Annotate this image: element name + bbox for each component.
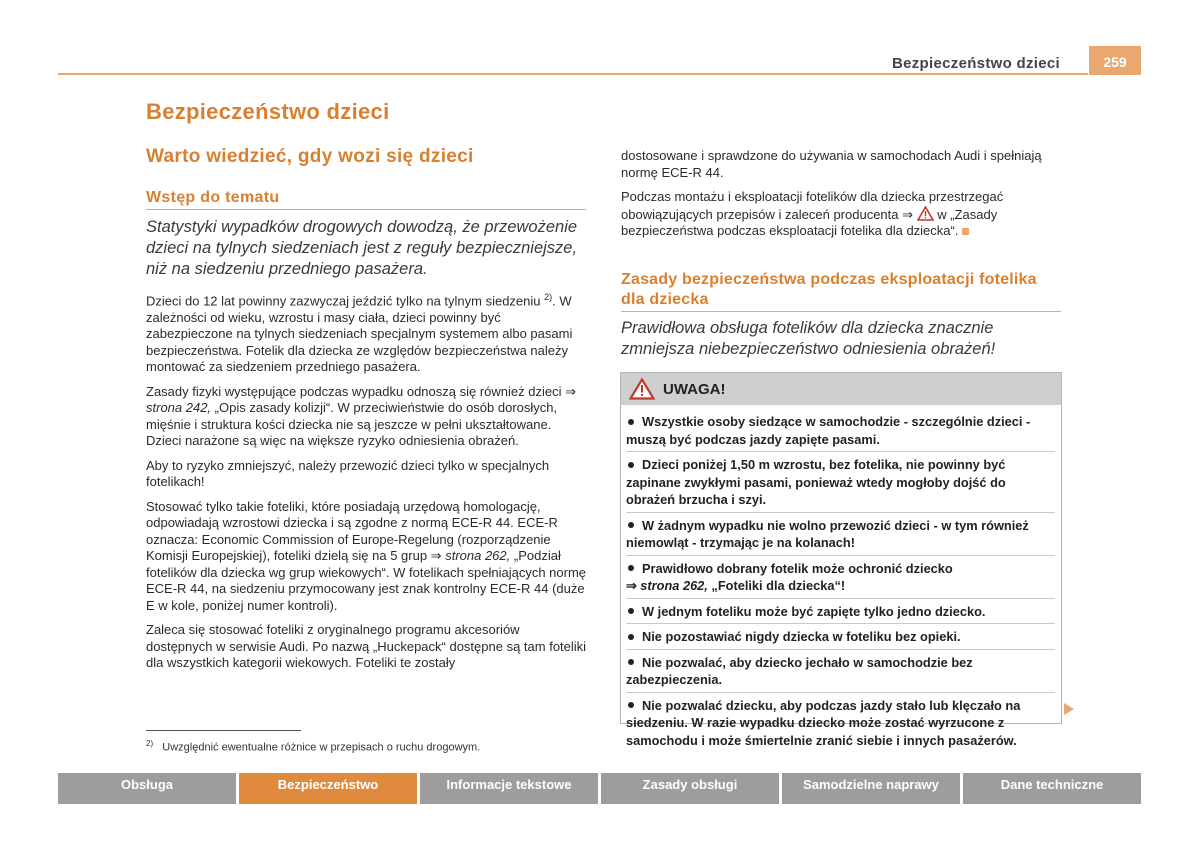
bullet-icon	[628, 522, 634, 528]
subsection-title-2: Zasady bezpieczeństwa podczas eksploatacji fotelika dla dziecka	[621, 271, 1037, 308]
footnote-rule	[146, 730, 301, 731]
warning-item: W żadnym wypadku nie wolno przewozić dzieci - w tym również niemowląt - trzymając je na kolanach!	[626, 513, 1055, 556]
page-link[interactable]: strona 262,	[445, 548, 511, 564]
tab-dane-techniczne[interactable]: Dane techniczne	[963, 773, 1141, 804]
footer-nav	[58, 773, 1141, 804]
warning-item: Dzieci poniżej 1,50 m wzrostu, bez fotelika, nie powinny być zapinane zwykłymi pasami, ponieważ wtedy mogłoby dojść do obrażeń brzucha i szyi.	[626, 452, 1055, 513]
end-of-section-marker	[962, 228, 969, 235]
subsection-rule-2	[621, 311, 1061, 312]
bullet-icon	[628, 659, 634, 665]
warning-item: Nie pozwalać, aby dziecko jechało w samochodzie bez zabezpieczenia.	[626, 650, 1055, 693]
warning-item: Wszystkie osoby siedzące w samochodzie - szczególnie dzieci - muszą być podczas jazdy zapięte pasami.	[626, 409, 1055, 452]
right-column-body	[621, 148, 1061, 248]
warning-list	[621, 405, 1061, 752]
bullet-icon	[628, 419, 634, 425]
bullet-icon	[628, 462, 634, 468]
paragraph-4: Stosować tylko takie foteliki, które posiadają urzędową homologację, odpowiadają wzrostowi dziecka i są zgodne z normą ECE-R 44. ECE-R oznacza: Economic Commission of Europe-Regelung (rozporządzenie Komisji Europejskiej), foteliki dzielą się na 5 grup ⇒ strona 262, „Podział fotelików dla dziecka wg grup wiekowych“. W fotelikach spełniających normę ECE-R 44, na siedzeniu przymocowany jest znak kontrolny ECE-R 44 (duże E w kole, poniżej numer kontroli).	[146, 498, 587, 613]
section-title: Warto wiedzieć, gdy wozi się dzieci	[146, 146, 474, 167]
tab-bezpieczenstwo[interactable]: Bezpieczeństwo	[239, 773, 417, 804]
tab-obsluga[interactable]: Obsługa	[58, 773, 236, 804]
paragraph-continued: dostosowane i sprawdzone do używania w samochodach Audi i spełniają normę ECE-R 44.	[621, 148, 1042, 180]
page-number: 259	[1089, 46, 1141, 75]
page-link[interactable]: strona 262,	[640, 578, 708, 593]
bullet-icon	[628, 634, 634, 640]
running-header-title: Bezpieczeństwo dzieci	[891, 55, 1060, 72]
paragraph-mounting: Podczas montażu i eksploatacji fotelików dla dziecka przestrzegać obowiązujących przepisów i zaleceń producenta ⇒ w „Zasady bezpieczeństwa podczas eksploatacji fotelika dla dziecka“.	[621, 189, 1004, 238]
footnote-ref[interactable]: 2)	[544, 292, 553, 302]
warning-triangle-icon	[629, 378, 655, 400]
paragraph-3: Aby to ryzyko zmniejszyć, należy przewozić dzieci tylko w specjalnych fotelikach!	[146, 457, 550, 490]
tab-samodzielne-naprawy[interactable]: Samodzielne naprawy	[782, 773, 960, 804]
left-column-body	[146, 289, 589, 680]
footnote: $^{2)}$ Uwzględnić ewentualne różnice w przepisach o ruchu drogowym.	[146, 739, 481, 754]
bullet-icon	[628, 702, 634, 708]
bullet-icon	[628, 565, 634, 571]
page-link[interactable]: strona 242,	[146, 400, 212, 416]
tab-zasady-obslugi[interactable]: Zasady obsługi	[601, 773, 779, 804]
subsection-rule	[146, 209, 586, 210]
warning-item: Prawidłowo dobrany fotelik może ochronić dziecko ⇒ strona 262, „Foteliki dla dziecka“!	[626, 556, 1055, 599]
subsection-title: Wstęp do tematu	[146, 189, 280, 206]
paragraph-2: Zasady fizyki występujące podczas wypadku odnoszą się również dzieci ⇒ strona 242, „Opis zasady kolizji“. W przeciwieństwie do osób dorosłych, mięśnie i struktura kości dziecka nie są jeszcze w pełni ukształtowane. Dzieci narażone są więc na większe ryzyko odniesienia obrażeń.	[146, 383, 576, 449]
header-rule	[58, 73, 1088, 75]
warning-title: UWAGA!	[663, 380, 726, 398]
safety-lead: Prawidłowa obsługa fotelików dla dziecka znacznie zmniejsza niebezpieczeństwo odniesienia obrażeń!	[621, 319, 996, 358]
paragraph-1: Dzieci do 12 lat powinny zazwyczaj jeździć tylko na tylnym siedzeniu $^{2)}$. W zależności od wieku, wzrostu i masy ciała, dzieci powinny być zabezpieczone na tylnych siedzeniach specjalnym systemem albo pasami bezpieczeństwa. Fotelik dla dziecka ze względów bezpieczeństwa należy montować za siedzeniem przedniego pasażera.	[146, 292, 573, 375]
warning-item: Nie pozostawiać nigdy dziecka w foteliku bez opieki.	[626, 624, 1055, 650]
warning-box	[620, 372, 1062, 748]
chapter-title: Bezpieczeństwo dzieci	[146, 99, 390, 124]
warning-item: W jednym foteliku może być zapięte tylko jedno dziecko.	[626, 599, 1055, 625]
continue-arrow-icon[interactable]	[1064, 703, 1074, 715]
intro-lead: Statystyki wypadków drogowych dowodzą, że przewożenie dzieci na tylnych siedzeniach jest z reguły bezpieczniejsze, niż na siedzeniu przedniego pasażera.	[146, 218, 578, 278]
warning-item: Nie pozwalać dziecku, aby podczas jazdy stało lub klęczało na siedzeniu. W razie wypadku dziecko może zostać wyrzucone z samochodu i może śmiertelnie zranić siebie i innych pasażerów.	[626, 697, 1021, 748]
bullet-icon	[628, 608, 634, 614]
warning-triangle-icon[interactable]	[917, 206, 934, 221]
paragraph-5: Zaleca się stosować foteliki z oryginalnego programu akcesoriów dostępnych w serwisie Audi. Po nazwą „Huckepack“ dostępne są tam foteliki dla wszystkich kategorii wiekowych. Foteliki te zostały	[146, 622, 587, 671]
warning-header	[621, 373, 1061, 405]
tab-informacje-tekstowe[interactable]: Informacje tekstowe	[420, 773, 598, 804]
